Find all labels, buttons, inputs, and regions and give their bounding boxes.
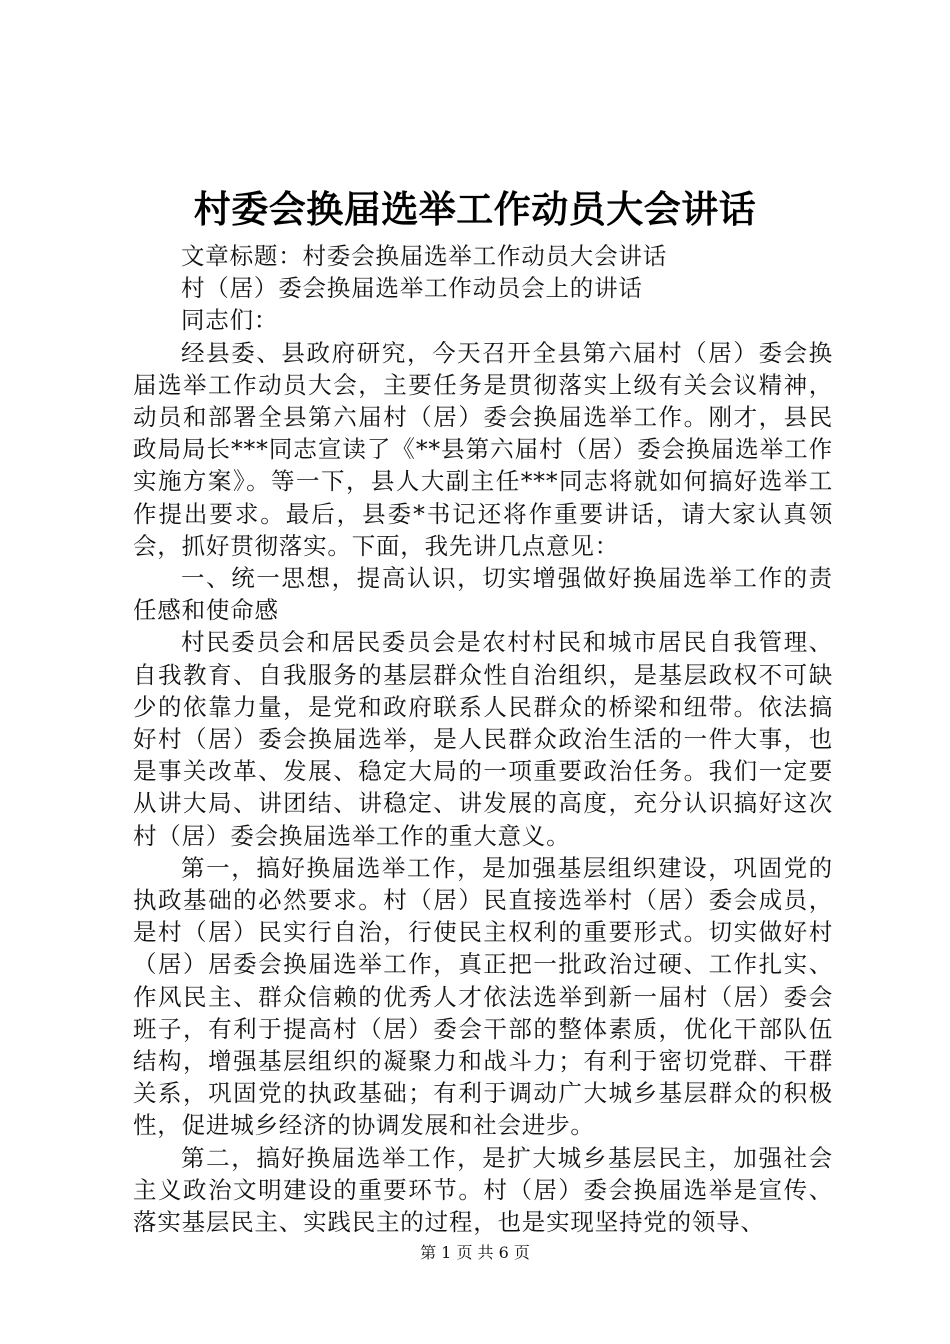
section-heading-1: 一、统一思想，提高认识，切实增强做好换届选举工作的责任感和使命感 (133, 564, 833, 625)
page-indicator: 第 1 页 共 6 页 (420, 1243, 530, 1262)
intro-paragraph: 经县委、县政府研究，今天召开全县第六届村（居）委会换届选举工作动员大会，主要任务是贯彻落实上级有关会议精神，动员和部署全县第六届村（居）委会换届选举工作。刚才，县民政局局长***同志宣读了《**县第六届村（居）委会换届选举工作实施方案》。等一下，县人大副主任***同志将就如何搞好选举工作提出要求。最后，县委*书记还将作重要讲话，请大家认真领会，抓好贯彻落实。下面，我先讲几点意见： (133, 338, 833, 560)
document-title: 村委会换届选举工作动员大会讲话 (193, 188, 757, 231)
document-body (133, 240, 833, 1238)
body-paragraph: 第一，搞好换届选举工作，是加强基层组织建设，巩固党的执政基础的必然要求。村（居）民直接选举村（居）委会成员，是村（居）民实行自治，行使民主权利的重要形式。切实做好村（居）居委会换届选举工作，真正把一批政治过硬、工作扎实、作风民主、群众信赖的优秀人才依法选举到新一届村（居）委会班子，有利于提高村（居）委会干部的整体素质，优化干部队伍结构，增强基层组织的凝聚力和战斗力；有利于密切党群、干群关系，巩固党的执政基础；有利于调动广大城乡基层群众的积极性，促进城乡经济的协调发展和社会进步。 (133, 853, 833, 1140)
article-title-line: 文章标题：村委会换届选举工作动员大会讲话 (181, 242, 667, 270)
salutation: 同志们： (181, 306, 279, 335)
body-paragraph: 第二，搞好换届选举工作，是扩大城乡基层民主，加强社会主义政治文明建设的重要环节。村（居）委会换届选举是宣传、落实基层民主、实践民主的过程，也是实现坚持党的领导、 (133, 1143, 833, 1237)
speech-subtitle: 村（居）委会换届选举工作动员会上的讲话 (181, 274, 643, 303)
body-paragraph: 村民委员会和居民委员会是农村村民和城市居民自我管理、自我教育、自我服务的基层群众性自治组织，是基层政权不可缺少的依靠力量，是党和政府联系人民群众的桥梁和纽带。依法搞好村（居）委会换届选举，是人民群众政治生活的一件大事，也是事关改革、发展、稳定大局的一项重要政治任务。我们一定要从讲大局、讲团结、讲稳定、讲发展的高度，充分认识搞好这次村（居）委会换届选举工作的重大意义。 (133, 628, 833, 850)
